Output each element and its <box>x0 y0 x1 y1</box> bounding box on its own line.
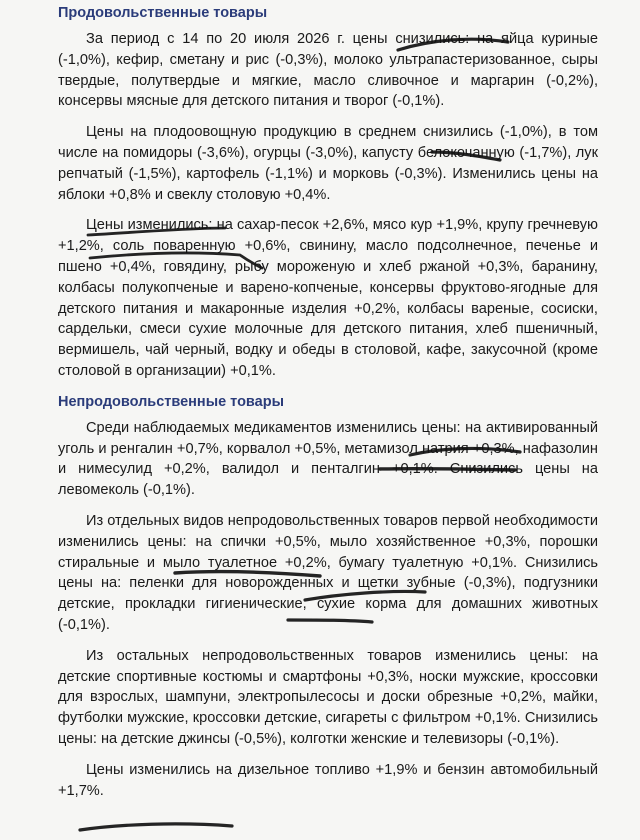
paragraph-food-increase: Цены изменились: на сахар-песок +2,6%, мясо кур +1,9%, крупу гречневую +1,2%, соль поваренную +0,6%, свинину, масло подсолнечное, печенье и пшено +0,4%, говядину, рыбу мороженую и хлеб ржаной +0,3%, баранину, колбасы полукопченые и варено-копченые, консервы фруктово-ягодные для детского питания и макаронные изделия +0,2%, колбасы вареные, сосиски, сардельки, смеси сухие молочные для детского питания, хлеб пшеничный, вермишель, чай черный, водку и обеды в столовой, кафе, закусочной (кроме столовой в организации) +0,1%. <box>58 217 598 379</box>
paragraph-food-decrease: За период с 14 по 20 июля 2026 г. цены снизились: на яйца куриные (-1,0%), кефир, сметану и рис (-0,3%), молоко ультрапастеризованное, сыры твердые, полутвердые и мягкие, масло сливочное и маргарин (-0,2%), консервы мясные для детского питания и творог (-0,1%). <box>58 31 598 110</box>
section-title-food: Продовольственные товары <box>58 5 268 21</box>
paragraph-fuel: Цены изменились на дизельное топливо +1,9% и бензин автомобильный +1,7%. <box>58 761 598 799</box>
paragraph-other-goods: Из остальных непродовольственных товаров изменились цены: на детские спортивные костюмы и смартфоны +0,3%, носки мужские, кроссовки для взрослых, шампуни, электропылесосы и доски обрезные +0,2%, майки, футболки мужские, кроссовки детские, сигареты с фильтром +0,1%. Снизились цены: на детские джинсы (-0,5%), колготки женские и телевизоры (-0,1%). <box>58 647 598 747</box>
paragraph-vegetables: Цены на плодоовощную продукцию в среднем снизились (-1,0%), в том числе на помидоры (-3,6%), огурцы (-3,0%), капусту белокочанную (-1,7%), лук репчатый (-1,5%), картофель (-1,1%) и морковь (-0,3%). Изменились цены на яблоки +0,8% и свеклу столовую +0,4%. <box>58 124 598 203</box>
section-title-nonfood: Непродовольственные товары <box>58 393 284 410</box>
paragraph-essentials: Из отдельных видов непродовольственных товаров первой необходимости изменились цены: на спички +0,5%, мыло хозяйственное +0,3%, порошки стиральные и мыло туалетное +0,2%, бумагу туалетную +0,1%. Снизились цены на: пеленки для новорожденных и щетки зубные (-0,3%), подгузники детские, прокладки гигиенические, сухие корма для домашних животных (-0,1%). <box>58 512 598 633</box>
paragraph-medicines: Среди наблюдаемых медикаментов изменились цены: на активированный уголь и ренгалин +0,7%, корвалол +0,5%, метамизол натрия +0,3%, нафазолин и нимесулид +0,2%, валидол и пенталгин +0,1%. Снизились цены на левомеколь (-0,1%). <box>58 419 598 499</box>
